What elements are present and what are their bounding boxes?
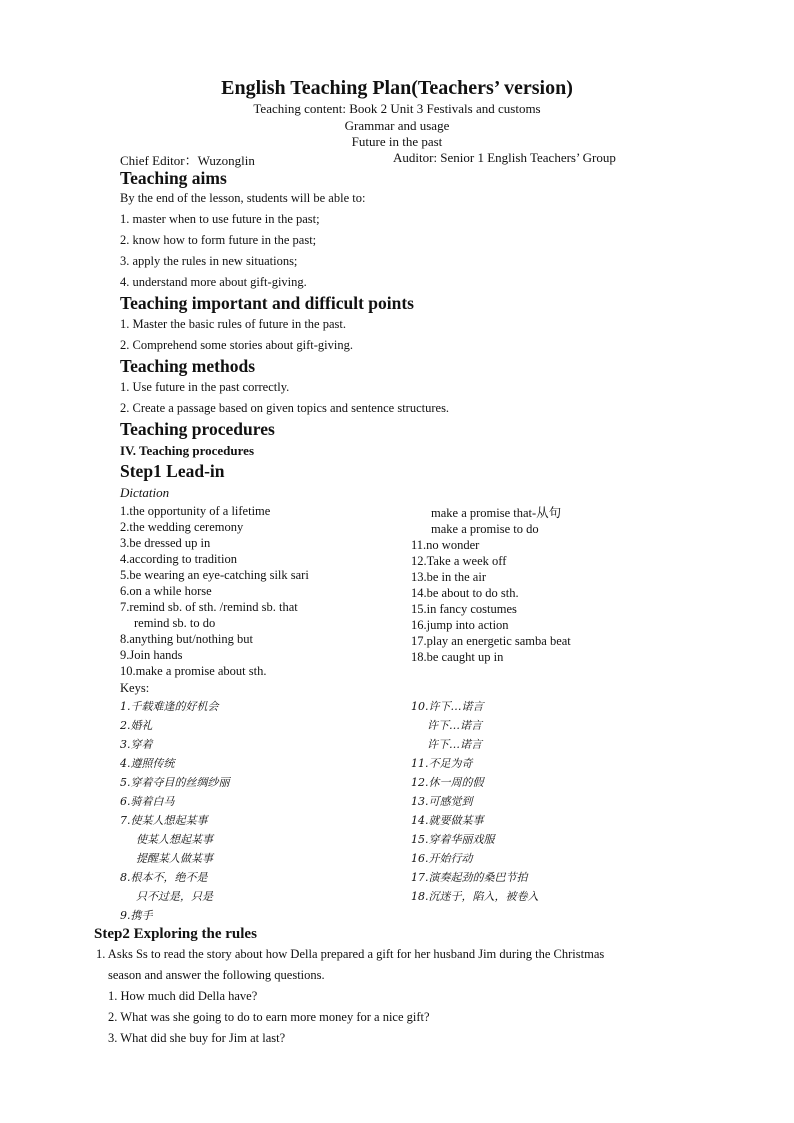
- key-item: 16.开始行动: [411, 852, 473, 865]
- teaching-content-line: Teaching content: Book 2 Unit 3 Festivals and customs: [253, 101, 541, 116]
- key-item: 提醒某人做某事: [136, 852, 213, 865]
- key-item: 只不过是，只是: [136, 890, 213, 903]
- dictation-item: 10.make a promise about sth.: [120, 664, 267, 678]
- dictation-item: 18.be caught up in: [411, 650, 504, 664]
- dictation-left-column: [120, 503, 309, 679]
- auditor: Auditor: Senior 1 English Teachers’ Group: [393, 150, 616, 165]
- keys-label: Keys:: [120, 681, 150, 695]
- dictation-item: remind sb. to do: [134, 616, 216, 630]
- key-item: 18.沉迷于，陷入，被卷入: [411, 890, 539, 903]
- dictation-item: 13.be in the air: [411, 570, 486, 584]
- aims-heading: Teaching aims: [120, 168, 227, 188]
- dictation-right-column: [411, 505, 571, 665]
- dictation-item: 16.jump into action: [411, 618, 509, 632]
- dictation-item: 3.be dressed up in: [120, 536, 211, 550]
- aims-item: 2. know how to form future in the past;: [120, 233, 317, 247]
- dictation-item: 11.no wonder: [411, 538, 480, 552]
- key-item: 4.遵照传统: [120, 757, 175, 770]
- key-item: 10.许下…诺言: [411, 700, 484, 713]
- key-item: 3.穿着: [120, 738, 153, 751]
- keys-right-column: [411, 697, 539, 906]
- keys-left-column: [120, 697, 230, 925]
- key-item: 15.穿着华丽戏服: [411, 833, 495, 846]
- aims-item: 4. understand more about gift-giving.: [120, 275, 307, 289]
- step2-task-line: season and answer the following questions.: [108, 968, 325, 982]
- dictation-item: 1.the opportunity of a lifetime: [120, 504, 271, 518]
- step2-question: 2. What was she going to do to earn more money for a nice gift?: [108, 1010, 430, 1024]
- key-item: 许下…诺言: [427, 719, 482, 732]
- dictation-item: 9.Join hands: [120, 648, 183, 662]
- methods-item: 2. Create a passage based on given topics and sentence structures.: [120, 401, 450, 415]
- dictation-item: 12.Take a week off: [411, 554, 507, 568]
- key-item: 14.就要做某事: [411, 814, 484, 827]
- dictation-item: 2.the wedding ceremony: [120, 520, 244, 534]
- chief-editor: Chief Editor：Wuzonglin: [120, 153, 255, 168]
- subtitle-future-in-past: Future in the past: [351, 134, 443, 149]
- key-item: 5.穿着夺目的丝绸纱丽: [120, 776, 230, 789]
- dictation-item: make a promise to do: [431, 522, 539, 536]
- key-item: 1.千载难逢的好机会: [120, 700, 219, 713]
- step2-heading: Step2 Exploring the rules: [94, 926, 257, 942]
- methods-heading: Teaching methods: [120, 356, 256, 376]
- key-item: 6.骑着白马: [120, 795, 175, 808]
- points-heading: Teaching important and difficult points: [120, 293, 414, 313]
- key-item: 17.演奏起劲的桑巴节拍: [411, 871, 528, 884]
- aims-item: 3. apply the rules in new situations;: [120, 254, 298, 268]
- key-item: 使某人想起某事: [136, 833, 213, 846]
- points-item: 1. Master the basic rules of future in the past.: [120, 317, 346, 331]
- dictation-item: 17.play an energetic samba beat: [411, 634, 571, 648]
- dictation-item: 4.according to tradition: [120, 552, 237, 566]
- methods-item: 1. Use future in the past correctly.: [120, 380, 290, 394]
- dictation-item: 7.remind sb. of sth. /remind sb. that: [120, 600, 298, 614]
- dictation-item: 6.on a while horse: [120, 584, 212, 598]
- key-item: 7.使某人想起某事: [120, 814, 208, 827]
- points-item: 2. Comprehend some stories about gift-giving.: [120, 338, 353, 352]
- key-item: 12.休一周的假: [411, 776, 484, 789]
- procedures-heading: Teaching procedures: [120, 419, 275, 439]
- aims-intro: By the end of the lesson, students will be able to:: [120, 191, 366, 205]
- step2-question: 3. What did she buy for Jim at last?: [108, 1031, 286, 1045]
- key-item: 9.携手: [120, 909, 153, 922]
- step2-task-line: 1. Asks Ss to read the story about how Della prepared a gift for her husband Jim during the Christmas: [96, 947, 605, 961]
- dictation-item: 14.be about to do sth.: [411, 586, 519, 600]
- dictation-item: 8.anything but/nothing but: [120, 632, 253, 646]
- key-item: 2.婚礼: [120, 719, 153, 732]
- aims-item: 1. master when to use future in the past;: [120, 212, 320, 226]
- document-title: English Teaching Plan(Teachers’ version): [221, 77, 573, 99]
- procedures-subheading: IV. Teaching procedures: [120, 443, 255, 458]
- dictation-item: 5.be wearing an eye-catching silk sari: [120, 568, 309, 582]
- dictation-label: Dictation: [120, 485, 170, 500]
- dictation-item: 15.in fancy costumes: [411, 602, 517, 616]
- step2-question: 1. How much did Della have?: [108, 989, 258, 1003]
- key-item: 13.可感觉到: [411, 795, 473, 808]
- key-item: 8.根本不，绝不是: [120, 871, 208, 884]
- key-item: 11.不足为奇: [411, 757, 473, 770]
- subtitle-grammar: Grammar and usage: [344, 118, 450, 133]
- step1-heading: Step1 Lead-in: [120, 461, 225, 481]
- dictation-item: make a promise that-从句: [431, 506, 562, 520]
- key-item: 许下…诺言: [427, 738, 482, 751]
